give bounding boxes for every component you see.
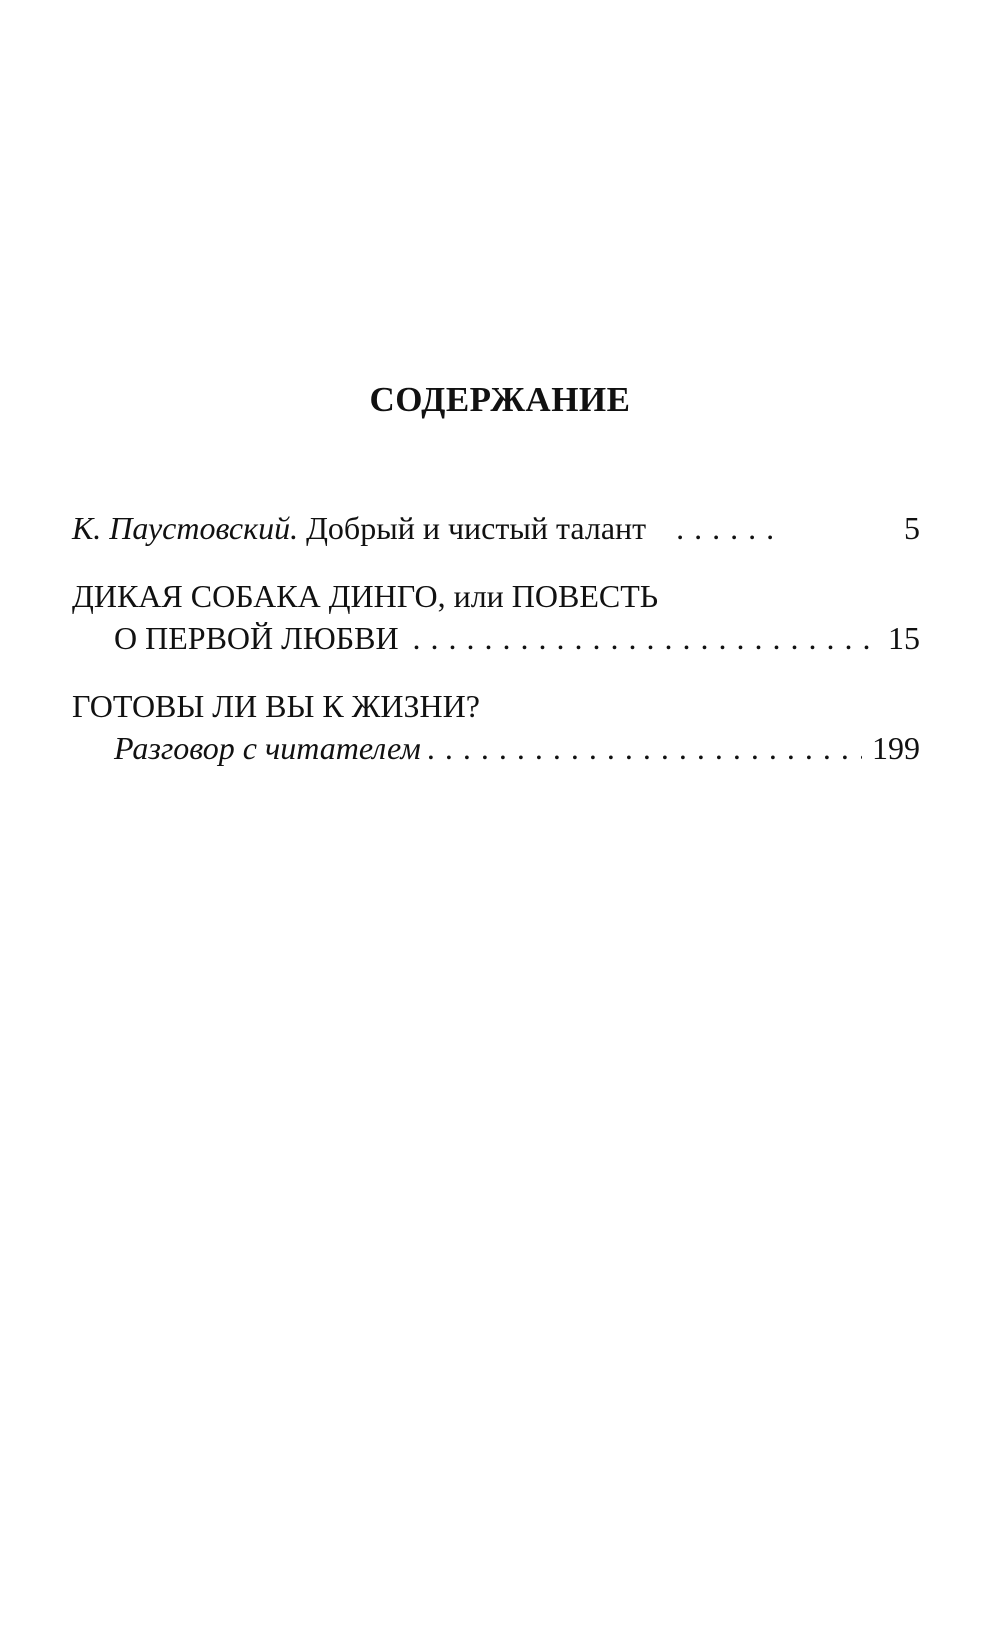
table-of-contents [72,507,920,795]
toc-title-continued: О ПЕРВОЙ ЛЮБВИ [114,620,399,656]
toc-title: ГОТОВЫ ЛИ ВЫ К ЖИЗНИ? [72,688,480,724]
toc-line [72,685,920,727]
toc-line [72,617,920,659]
toc-entry-2 [72,575,920,659]
toc-page-number: 15 [888,620,920,656]
toc-title: ДИКАЯ СОБАКА ДИНГО, или ПОВЕСТЬ [72,578,659,614]
page-title: СОДЕРЖАНИЕ [369,380,631,419]
toc-title: Добрый и чистый талант [306,510,647,546]
dot-leaders [676,507,776,549]
toc-author: К. Паустовский. [72,510,299,546]
toc-entry-1 [72,507,920,549]
toc-page-number: 199 [872,730,920,766]
dot-leaders [413,617,878,659]
toc-page-number: 5 [904,510,920,546]
toc-line [72,727,920,769]
toc-subtitle: Разговор с читателем [114,730,421,766]
toc-line [72,507,920,549]
toc-line [72,575,920,617]
dot-leaders [427,727,862,769]
toc-entry-3 [72,685,920,769]
